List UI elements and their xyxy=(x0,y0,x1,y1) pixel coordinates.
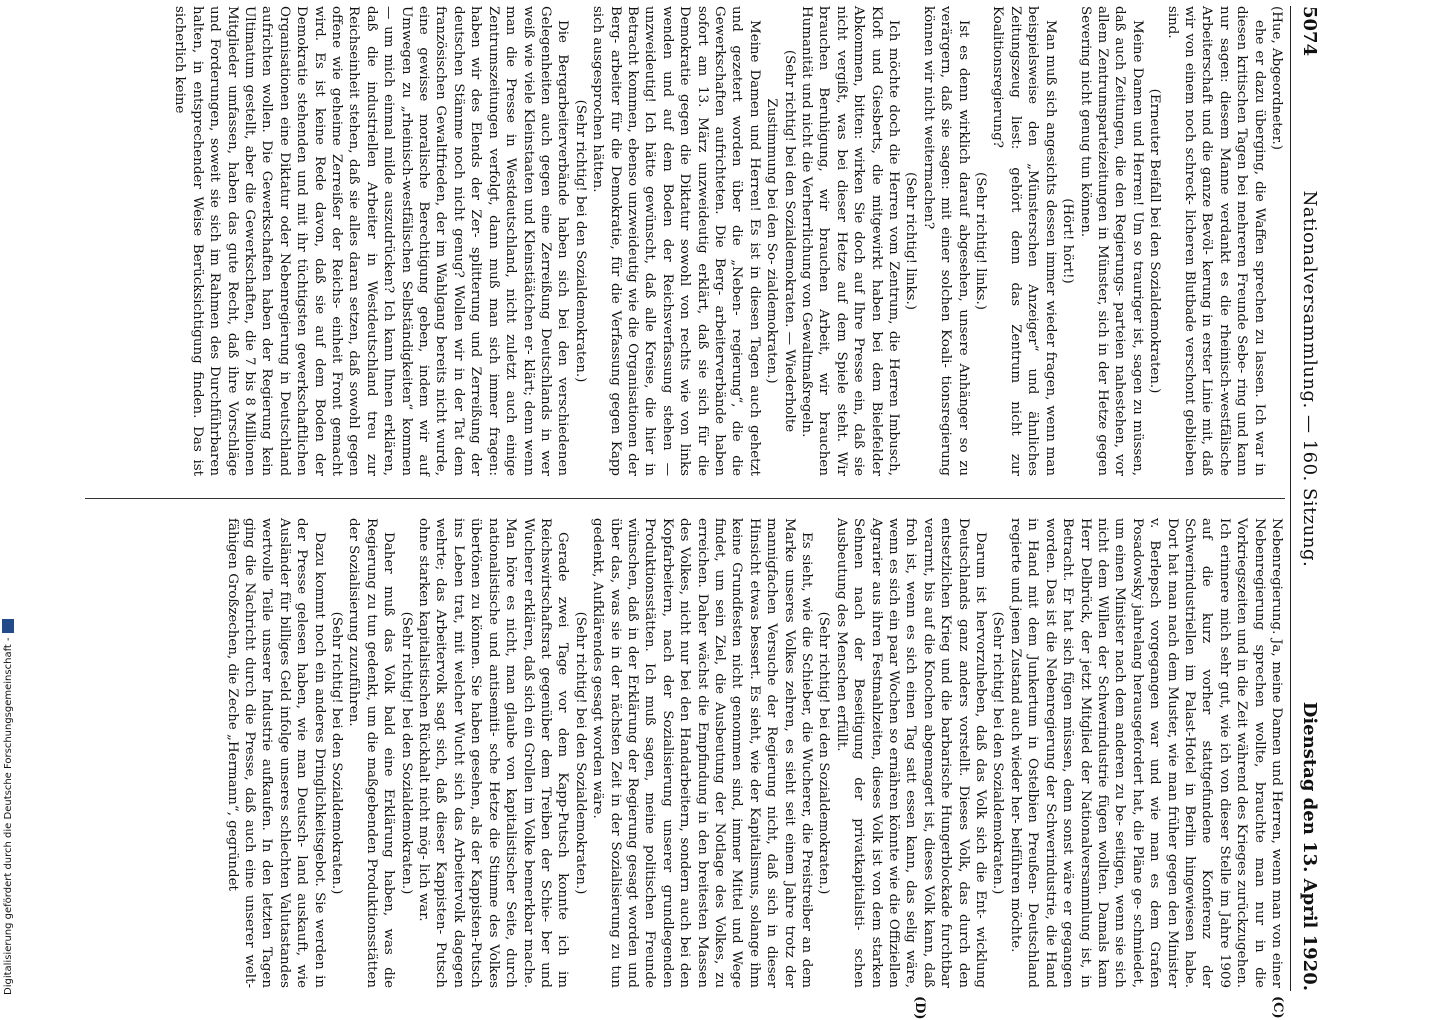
paragraph: Gerade zwei Tage vor dem Kapp-Putsch konnte ich im Reichswirtschaftsrat gegenüber dem Treiben der Schie- ber und Wucherer erklären, daß sich ein Grollen im Volke bemerkbar mache. Man höre es nicht, man glaube von kapitalistischer Seite, durch nationalistische und antisemiti- sche Hetze die Stimme des Volkes übertönen zu können. Sie haben gesehen, als der Kappisten-Putsch ins Leben trat, mit welcher Wucht sich das Arbeitervolk dagegen wehrte; das Arbeitervolk sagt sich, daß dieser Kappisten- Putsch ohne starken kapitalistischen Rückhalt nicht mög- lich war. xyxy=(415,518,572,988)
paragraph: Es sieht, wie die Schieber, die Wucherer, die Preistreiber an dem Marke unseres Volkes zehren, es sieht seit einem Jahre trotz der mannigfachen Versuche der Regierung nicht, daß sich in dieser Hinsicht etwas bessert. Es sieht, wie der Kapitalismus, solange ihm keine Grundfesten nicht genommen sind, immer Mittel und Wege findet, um sein Ziel, die Ausbeutung der Notlage des Volkes, zu erreichen. Daher wächst die Empfindung in den breitesten Massen des Volkes, nicht nur bei den Handarbeitern, sondern auch bei den Kopfarbeitern, nach der Sozialisierung unserer grundlegenden Produktionsstätten. Ich muß sagen, meine politischen Freunde wünschen, daß in der Erklärung der Regierung gesagt worden und über das, was sie in der nächsten Zeit in der Sozialisierung zu tun gedenkt, Aufklärendes gesagt worden wäre. xyxy=(589,518,815,988)
margin-marker-c: (C) xyxy=(1270,996,1285,1019)
footer xyxy=(0,420,18,1000)
interjection: (Hört! hört!) xyxy=(1059,6,1076,476)
column-divider xyxy=(85,498,1285,499)
page-date: Dienstag den 13. April 1920. xyxy=(1300,702,1321,991)
header-rule xyxy=(1290,6,1291,991)
paragraph: Man muß sich angesichts dessen immer wieder fragen, wenn man beispielsweise den „Münsterschen Anzeiger“ und ähnliches Zeitungszeug liest: gehört denn das Zentrum nicht zur Koalitionsregierung? xyxy=(989,6,1059,476)
paragraph: Ich möchte doch die Herren vom Zentrum, die Herren Imbusch, Kloft und Giesberts, die mitgewirkt haben bei dem Bielefelder Abkommen, bitten: wirken Sie doch auf Ihre Presse ein, daß sie nicht vergißt, was bei dieser Hetze auf dem Spiele steht. Wir brauchen Beruhigung, wir brauchen Arbeit, wir brauchen Humanität und nicht die Verherrlichung von Gewaltmaßregeln. xyxy=(798,6,902,476)
paragraph: (Hue, Abgeordneter.) xyxy=(1268,6,1285,476)
paragraph: Die Bergarbeiterverbände haben sich bei den verschiedenen Gelegenheiten auch gegen eine Zerreißung Deutschlands in wer weiß wie viele Kleinstaaten und Kleinstäätchen er- klärt; denn wenn man die Presse in Westdeutschland, nicht zuletzt auch einige Zentrumszeitungen verfolgt, dann muß man sich immer fragen: haben wir des Elends der Zer- splitterung und Zerreißung der deutschen Stämme noch nicht genug? Wollen wir in der Tat dem französischen Gewaltfrieden, der im Wahlgang bereits nicht wurde, eine gewisse moralische Berechtigung geben, indem wir auf Umwegen zu „rheinisch-westfälischen Selbständigkeiten“ kommen — um mich einmal milde auszudrücken? Ich kann Ihnen erklären, daß die industriellen Arbeiter in Westdeutschland treu zur Reichseinheit stehen, daß sie alles daran setzen, daß sowohl gegen offene wie geheime Zerreißer der Reichs- einheit Front gemacht wird. Es ist keine Rede davon, daß sie auf dem Boden der Demokratie stehenden und mit ihr tüchtigsten gewerkschaftlichen Organisationen eine Diktatur oder Nebenregierung in Deutschland aufrichten wollen. Die Gewerkschaften haben der Regierung kein Ultimatum gestellt, aber die Gewerkschaften, die 7 bis 8 Millionen Mitglieder umfassen, haben das gute Recht, daß ihre Vorschläge und Forderungen, soweit sie sich im Rahmen des Durchführbaren halten, in entsprechender Weise Berücksichtigung finden. Das ist sicherlich keine xyxy=(171,6,571,476)
interjection: (Sehr richtig! bei den Sozialdemokraten. — Wiederholte Zustimmung bei den So- zialdemokraten.) xyxy=(763,6,798,476)
interjection: (Sehr richtig! bei den Sozialdemokraten.) xyxy=(571,6,588,476)
right-column xyxy=(223,518,1285,988)
paragraph: Meine Damen und Herren! Es ist in diesen Tagen auch gehetzt und gezetert worden über die „Neben- regierung“, die die Gewerkschaften aufrichteten. Die Berg- arbeiterverbände haben sofort am 13. März unzweideutig erklärt, daß sie sich für die Demokratie gegen die Diktatur sowohl von rechts wie von links wenden und auf dem Boden der Reichsverfassung stehen — unzweideutig! Ich hätte gewünscht, daß alle Kreise, die hier in Betracht kommen, ebenso unzweideutig wie die Organisationen der Berg- arbeiter für die Demokratie, für die Verfassung gegen Kapp sich ausgesprochen hätten. xyxy=(589,6,763,476)
interjection: (Sehr richtig! links.) xyxy=(972,6,989,476)
interjection: (Sehr richtig! bei den Sozialdemokraten.) xyxy=(328,518,345,988)
paragraph: Nebenregierung. Ja, meine Damen und Herren, wenn man von einer Nebenregierung sprechen wollte, brauchte man nur in die Vorkriegszeiten und in die Zeit während des Krieges zurückzugehen. Ich erinnere mich sehr gut, wie ich von dieser Stelle im Jahre 1909 auf die kurz vorher stattgefundene Konferenz der Schwerindustriellen im Palast-Hotel in Berlin hingewiesen habe. Dort hat man nach dem Muster, wie man früher gegen den Minister v. Berlepsch vorgegangen war und wie man es dem Grafen Posadowsky jahrelang herausgefordert hat, die Pläne ge- schmiedet, um einen Minister nach dem anderen zu be- seitigen, wenn sie sich nicht dem Willen der Schwerindustrie fügen wollten. Damals kam Herr Delbrück, der jetzt Mitglied der Nationalversammlung ist, in Betracht. Er hat sich fügen müssen, denn sonst wäre er gegangen worden. Das ist die Nebenregierung der Schwerindustrie, die Hand in Hand mit dem Junkertum in Ostelbien Preußen- Deutschland regierte und jenen Zustand auch wieder her- beiführen möchte. xyxy=(1007,518,1286,988)
interjection: (Sehr richtig! links.) xyxy=(902,6,919,476)
interjection: (Sehr richtig! bei den Sozialdemokraten.) xyxy=(989,518,1006,988)
left-column xyxy=(171,6,1285,476)
paragraph: Darum ist hervorzuheben, daß das Volk sich die Ent- wicklung Deutschlands ganz anders vorstellt. Dieses Volk, das durch den entsetzlichen Krieg und die barbarische Hungerblockade furchtbar verarmt, bis auf die Knochen abgemagert ist, dieses Volk kann, daß froh ist, wenn es sich einen Tag satt essen kann, das selig wäre, wenn es sich ein paar Wochen so ernähren könnte wie die Offiziellen Agrarier aus ihren Festmahlzeiten, dieses Volk ist von dem starken Sehnen nach der Beseitigung der privatkapitalisti- schen Ausbeutung des Menschen erfüllt. xyxy=(832,518,989,988)
page-header xyxy=(1293,6,1327,991)
dfg-logo-icon xyxy=(2,619,14,633)
page-number: 5074 xyxy=(1300,6,1321,56)
page-title: Nationalversammlung. — 160. Sitzung. xyxy=(1300,191,1321,568)
footer-credit xyxy=(0,435,18,995)
paragraph: Daher muß das Volk bald eine Erklärung haben, was die Regierung zu tun gedenkt, um die maßgebenden Produktionsstätten der Sozialisierung zuzuführen. xyxy=(345,518,397,988)
rotated-page-content xyxy=(77,6,1327,991)
interjection: (Erneuter Beifall bei den Sozialdemokraten.) xyxy=(1146,6,1163,476)
margin-marker-d: (D) xyxy=(912,996,927,1020)
interjection: (Sehr richtig! bei den Sozialdemokraten.) xyxy=(815,518,832,988)
footer-credit-text: Digitalisierung gefördert durch die Deutsche Forschungsgemeinschaft - xyxy=(3,637,14,995)
interjection: (Sehr richtig! bei den Sozialdemokraten.) xyxy=(571,518,588,988)
paragraph: ehe er dazu überging, die Waffen sprechen zu lassen. Ich war in diesen kritischen Tagen bei mehreren Freunde Sebe- ring und kann nur sagen: diesem Manne verdankt es die rheinisch-westfälische Arbeiterschaft und die ganze Bevöl- kerung in erster Linie mit, daß wir von einem noch schreck- licheren Blutbade verschont geblieben sind. xyxy=(1163,6,1267,476)
paragraph: Meine Damen und Herren! Um so trauriger ist, sagen zu müssen, daß auch Zeitungen, die den Regierungs- parteien nahestehen, vor allem Zentrumsparteizeitungen in Münster, sich in der Hetze gegen Severing nicht genug tun können. xyxy=(1076,6,1146,476)
margin-marker-b xyxy=(912,0,927,1)
interjection: (Sehr richtig! bei den Sozialdemokraten.) xyxy=(397,518,414,988)
paragraph: Ist es denn wirklich darauf abgesehen, unsere Anhänger so zu verärgern, daß sie sagen: mit einer solchen Koali- tionsregierung können wir nicht weitermachen? xyxy=(919,6,971,476)
paragraph: Dazu kommt noch ein anderes Dringlichkeitsgebot. Sie werden in der Presse gelesen haben, wie man Deutsch- land auskauft, wie Ausländer für billiges Geld infolge unseres schlechten Valutastandes wertvolle Teile unserer Industrie aufkaufen. In den letzten Tagen ging die Nachricht durch die Presse, daß auch eine unserer welt- fähigen Großzechen, die Zeche „Hermann“, gegründet xyxy=(223,518,327,988)
